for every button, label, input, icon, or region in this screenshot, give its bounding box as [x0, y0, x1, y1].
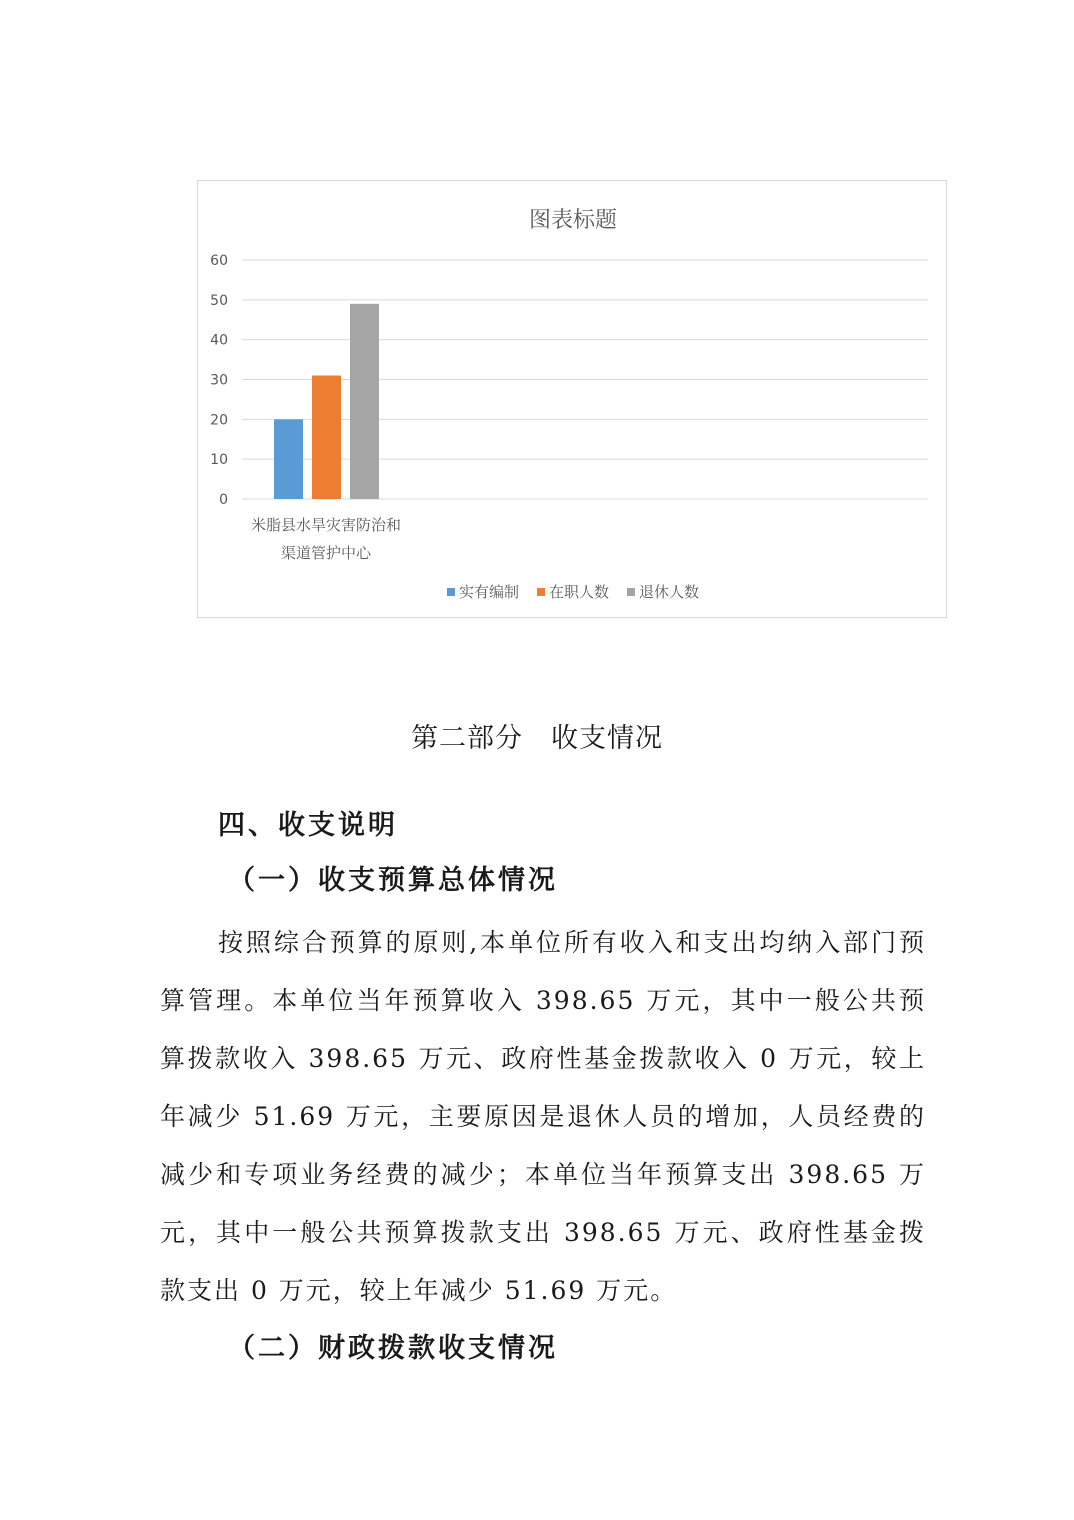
body-paragraph: 按照综合预算的原则,本单位所有收入和支出均纳入部门预算管理。本单位当年预算收入 398.65 万元，其中一般公共预算拨款收入 398.65 万元、政府性基金拨款收入 0 万元，较上年减少 51.69 万元，主要原因是退休人员的增加，人员经费的减少和专项业务经费的减少；本单位当年预算支出 398.65 万元，其中一般公共预算拨款支出 398.65 万元、政府性基金拨款支出 0 万元，较上年减少 51.69 万元。: [160, 928, 926, 1305]
legend-swatch: [537, 588, 545, 596]
y-tick-label: 10: [210, 452, 228, 469]
chart-container: [197, 180, 947, 618]
legend-label: 实有编制: [458, 583, 519, 601]
section-title: 第二部分 收支情况: [411, 723, 663, 754]
category-label-line: 渠道管护中心: [280, 544, 371, 562]
legend-item: [447, 581, 519, 602]
category-label-line: 米脂县水旱灾害防治和: [250, 516, 401, 534]
bar-1: [274, 419, 303, 499]
legend-item: [627, 581, 699, 602]
y-tick-label: 0: [219, 492, 228, 508]
legend-item: [537, 581, 609, 602]
bar-2: [312, 376, 341, 499]
y-tick-label: 40: [210, 332, 228, 349]
chart-title: 图表标题: [528, 208, 617, 233]
bar-3: [350, 304, 379, 499]
y-tick-label: 50: [210, 292, 228, 309]
heading-income-expense-notes: 四、收支说明: [218, 810, 398, 841]
chart-legend: [198, 581, 948, 602]
heading-budget-overview: （一）收支预算总体情况: [228, 865, 558, 896]
legend-swatch: [627, 588, 635, 596]
y-tick-label: 30: [210, 372, 228, 389]
legend-swatch: [447, 588, 455, 596]
heading-fiscal-appropriation: （二）财政拨款收支情况: [228, 1333, 558, 1364]
y-tick-label: 60: [210, 253, 228, 269]
y-tick-label: 20: [210, 412, 228, 429]
category-label: [236, 511, 416, 567]
legend-label: 在职人数: [548, 583, 609, 601]
legend-label: 退休人数: [639, 583, 700, 601]
